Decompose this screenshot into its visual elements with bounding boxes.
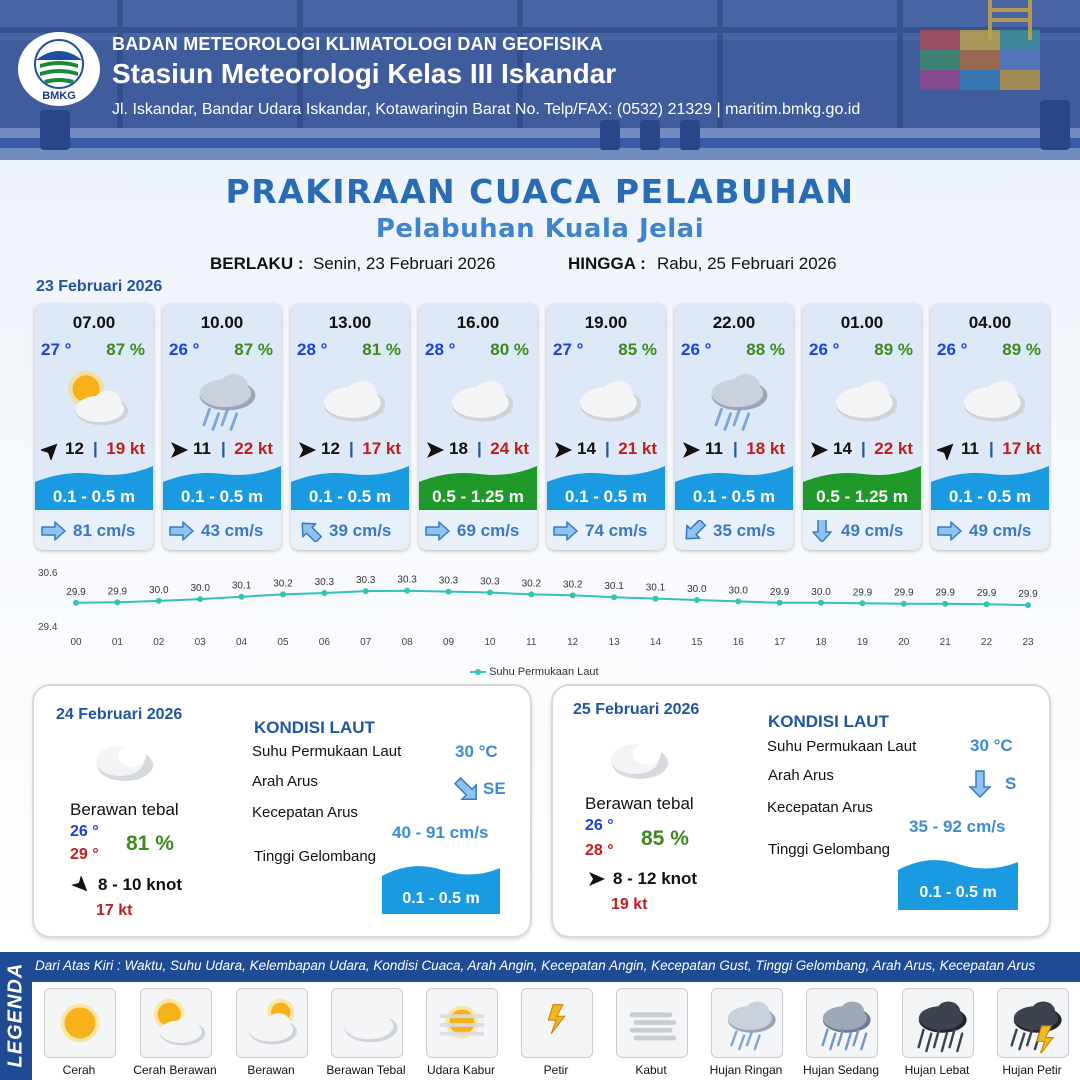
- day2-humidity: 81 %: [126, 832, 174, 855]
- forecast-humidity: 87 %: [234, 340, 273, 359]
- legend-item-hujan-ringan: [711, 988, 783, 1058]
- logo-text: BMKG: [42, 90, 76, 102]
- wave-height: 0.1 - 0.5 m: [308, 487, 392, 506]
- sst-data-label: 30.2: [273, 578, 293, 590]
- forecast-time: 22.00: [712, 313, 756, 332]
- day3-current-dir-label: Arah Arus: [768, 767, 834, 784]
- forecast-card: [675, 304, 793, 550]
- x-tick-label: 03: [194, 637, 206, 648]
- hujan-ringan-icon: [699, 364, 769, 434]
- current-arrow-icon: [809, 520, 835, 542]
- forecast-current: [419, 510, 537, 550]
- x-tick-label: 20: [898, 637, 910, 648]
- valid-from-label: BERLAKU :: [210, 254, 304, 273]
- legend-item-label: Hujan Ringan: [709, 1063, 783, 1077]
- wind-separator: |: [861, 439, 866, 458]
- wave-height: 0.1 - 0.5 m: [692, 487, 776, 506]
- forecast-wind: [35, 437, 153, 461]
- sst-line: [76, 591, 1028, 605]
- x-tick-label: 09: [442, 637, 455, 648]
- udara-kabur-icon: [431, 993, 493, 1053]
- legend-item-cerah: [44, 988, 116, 1058]
- wind-gust: 19 kt: [106, 439, 145, 458]
- wind-speed: 14: [833, 439, 852, 458]
- wind-gust: 18 kt: [746, 439, 785, 458]
- sst-data-label: 30.0: [811, 586, 831, 598]
- day2-current-dir-label: Arah Arus: [252, 773, 318, 790]
- forecast-wind: [931, 437, 1049, 461]
- current-speed: 43 cm/s: [201, 521, 264, 540]
- x-tick-label: 04: [236, 637, 248, 648]
- day3-current-speed-label: Kecepatan Arus: [767, 799, 873, 816]
- wind-arrow-icon: [425, 440, 445, 460]
- station-address: Jl. Iskandar, Bandar Udara Iskandar, Kotawaringin Barat No. Telp/FAX: (0532) 21329 | maritim.bmkg.go.id: [112, 101, 861, 118]
- day3-date: 25 Februari 2026: [573, 701, 700, 718]
- day3-sea-title: KONDISI LAUT: [768, 712, 889, 731]
- sst-data-label: 30.0: [190, 583, 210, 595]
- sst-point: [1025, 602, 1031, 608]
- wind-arrow-icon: [41, 440, 61, 460]
- sst-data-label: 29.9: [107, 586, 128, 598]
- sst-data-label: 30.0: [687, 584, 707, 595]
- y-tick-label: 30.6: [38, 568, 58, 579]
- day1-date: 23 Februari 2026: [36, 278, 163, 295]
- day2-condition: Berawan tebal: [70, 800, 179, 819]
- current-arrow-icon: [425, 520, 451, 542]
- forecast-current: [547, 510, 665, 550]
- bmkg-logo: [18, 32, 100, 106]
- wave-height: 0.1 - 0.5 m: [564, 487, 648, 506]
- port-name: Pelabuhan Kuala Jelai: [375, 214, 705, 244]
- wind-gust: 17 kt: [362, 439, 401, 458]
- legend-item-label: Berawan Tebal: [326, 1063, 406, 1077]
- petir-icon: [526, 993, 588, 1053]
- wind-gust: 24 kt: [490, 439, 529, 458]
- forecast-card: [163, 304, 281, 550]
- legend-item-petir: [521, 988, 593, 1058]
- x-tick-label: 12: [567, 637, 579, 648]
- day2-gust: 17 kt: [96, 902, 133, 919]
- forecast-card: [291, 304, 409, 550]
- legend-description: Dari Atas Kiri : Waktu, Suhu Udara, Kelembapan Udara, Kondisi Cuaca, Arah Angin, Kecepatan Angin, Kecepatan Gust, Tinggi Gelombang, Arah Arus, Kecepatan Arus: [35, 958, 1036, 973]
- wind-arrow-icon: [169, 440, 189, 460]
- forecast-temperature: 26 °: [937, 340, 968, 359]
- wind-gust: 22 kt: [874, 439, 913, 458]
- wind-gust: 21 kt: [618, 439, 657, 458]
- sst-data-label: 30.1: [231, 580, 252, 592]
- forecast-time: 10.00: [200, 313, 244, 332]
- sst-point: [73, 600, 79, 606]
- wind-speed: 18: [449, 439, 468, 458]
- forecast-wind: [419, 437, 537, 461]
- legend-item-kabut: [616, 988, 688, 1058]
- sst-point: [611, 594, 617, 600]
- forecast-current: [35, 510, 153, 550]
- current-speed: 81 cm/s: [73, 521, 136, 540]
- sst-data-label: 30.3: [356, 575, 376, 587]
- day2-wind: 8 - 10 knot: [98, 875, 183, 894]
- legend-item-label: Udara Kabur: [426, 1063, 496, 1077]
- day3-min-temp: 26 °: [585, 817, 614, 834]
- chart-legend-label: Suhu Permukaan Laut: [489, 666, 599, 678]
- current-speed: 35 cm/s: [713, 521, 776, 540]
- sst-point: [735, 598, 741, 604]
- hujan-sedang-icon: [811, 993, 873, 1053]
- current-arrow-icon: [169, 520, 195, 542]
- sst-point: [197, 596, 203, 602]
- wind-speed: 14: [577, 439, 596, 458]
- sst-point: [446, 589, 452, 595]
- legend-title-text: LEGENDA: [4, 962, 27, 1068]
- forecast-temperature: 26 °: [169, 340, 200, 359]
- x-tick-label: 15: [691, 637, 703, 648]
- valid-from-value: Senin, 23 Februari 2026: [313, 254, 496, 273]
- day2-sst-label: Suhu Permukaan Laut: [252, 743, 402, 760]
- day3-max-temp: 28 °: [585, 842, 614, 859]
- legend-item-hujan-lebat: [902, 988, 974, 1058]
- wave-height: 0.5 - 1.25 m: [432, 487, 524, 506]
- valid-to-value: Rabu, 25 Februari 2026: [657, 254, 837, 273]
- legend-item-label: Kabut: [635, 1063, 667, 1077]
- day2-panel: [34, 686, 530, 936]
- forecast-time: 04.00: [968, 313, 1012, 332]
- sst-data-label: 30.3: [397, 574, 417, 586]
- sst-data-label: 29.9: [976, 588, 997, 600]
- wave-height: 0.1 - 0.5 m: [180, 487, 264, 506]
- forecast-humidity: 89 %: [874, 340, 913, 359]
- x-tick-label: 16: [732, 637, 744, 648]
- legend-item-berawan-tebal: [331, 988, 403, 1058]
- legend-item-label: Cerah: [62, 1063, 96, 1077]
- wind-speed: 12: [321, 439, 340, 458]
- wind-separator: |: [93, 439, 98, 458]
- wind-speed: 12: [65, 439, 84, 458]
- x-tick-label: 07: [360, 637, 372, 648]
- forecast-time: 01.00: [840, 313, 884, 332]
- x-tick-label: 00: [70, 637, 82, 648]
- sst-point: [859, 600, 865, 606]
- sst-data-label: 29.9: [935, 587, 955, 599]
- forecast-temperature: 26 °: [809, 340, 840, 359]
- sst-data-label: 30.1: [604, 581, 624, 593]
- page-title: PRAKIRAAN CUACA PELABUHAN: [225, 172, 855, 211]
- legend-item-label: Hujan Lebat: [904, 1063, 970, 1077]
- cerah-berawan-icon: [59, 364, 129, 434]
- current-arrow-icon: [297, 520, 323, 542]
- x-tick-label: 22: [981, 637, 993, 648]
- legend-item-hujan-petir: [997, 988, 1069, 1058]
- x-tick-label: 14: [649, 637, 662, 648]
- berawan-icon: [241, 993, 303, 1053]
- legend-item-berawan: [236, 988, 308, 1058]
- current-arrow-icon: [41, 520, 67, 542]
- sst-data-label: 30.2: [562, 579, 583, 591]
- wave-height: 0.5 - 1.25 m: [816, 487, 908, 506]
- current-direction-icon: [965, 770, 995, 798]
- wind-separator: |: [221, 439, 226, 458]
- forecast-wind: [163, 437, 281, 461]
- bmkg-emblem-icon: [18, 34, 100, 94]
- current-speed: 74 cm/s: [585, 521, 648, 540]
- x-tick-label: 01: [111, 637, 123, 648]
- wind-arrow-icon: [585, 870, 607, 888]
- wind-separator: |: [349, 439, 354, 458]
- forecast-humidity: 88 %: [746, 340, 785, 359]
- current-direction-icon: [452, 776, 482, 804]
- wind-speed: 11: [193, 439, 211, 458]
- hujan-ringan-icon: [187, 364, 257, 434]
- chart-legend-marker-icon: [470, 667, 486, 677]
- forecast-temperature: 28 °: [425, 340, 456, 359]
- forecast-current: [803, 510, 921, 550]
- legend-item-label: Berawan: [247, 1063, 295, 1077]
- berawan-tebal-icon: [955, 364, 1025, 434]
- sst-point: [694, 597, 700, 603]
- cloud-icon: [605, 734, 675, 784]
- forecast-wind: [803, 437, 921, 461]
- wave-height: 0.1 - 0.5 m: [948, 487, 1032, 506]
- forecast-humidity: 80 %: [490, 340, 529, 359]
- sst-point: [528, 591, 534, 597]
- wind-separator: |: [477, 439, 482, 458]
- sst-data-label: 30.3: [480, 576, 500, 588]
- berawan-tebal-icon: [315, 364, 385, 434]
- day2-current-speed: 40 - 91 cm/s: [392, 823, 489, 842]
- legend-title: [0, 952, 32, 1080]
- day3-current-dir: S: [1005, 774, 1017, 793]
- day3-humidity: 85 %: [641, 827, 689, 850]
- day2-wave-label: Tinggi Gelombang: [254, 848, 377, 865]
- forecast-humidity: 87 %: [106, 340, 145, 359]
- wind-separator: |: [989, 439, 994, 458]
- forecast-time: 16.00: [456, 313, 500, 332]
- x-tick-label: 19: [856, 637, 868, 648]
- forecast-temperature: 27 °: [553, 340, 584, 359]
- forecast-current: [931, 510, 1049, 550]
- day2-sst: 30 °C: [455, 742, 498, 761]
- forecast-wind: [547, 437, 665, 461]
- legend-item-label: Petir: [543, 1063, 569, 1077]
- legend-item-label: Hujan Sedang: [802, 1063, 880, 1077]
- x-tick-label: 17: [774, 637, 786, 648]
- chart-legend: [470, 666, 599, 678]
- forecast-temperature: 28 °: [297, 340, 328, 359]
- wind-arrow-icon: [553, 440, 573, 460]
- sst-data-label: 30.0: [149, 584, 169, 596]
- day3-wind: 8 - 12 knot: [613, 869, 698, 888]
- current-speed: 49 cm/s: [841, 521, 904, 540]
- sst-data-label: 30.1: [645, 582, 666, 594]
- forecast-time: 07.00: [72, 313, 116, 332]
- wind-arrow-icon: [937, 440, 957, 460]
- x-tick-label: 10: [484, 637, 496, 648]
- forecast-time: 13.00: [328, 313, 372, 332]
- current-arrow-icon: [553, 520, 579, 542]
- forecast-humidity: 81 %: [362, 340, 401, 359]
- wind-separator: |: [605, 439, 610, 458]
- day3-condition: Berawan tebal: [585, 794, 694, 813]
- forecast-temperature: 27 °: [41, 340, 72, 359]
- sst-point: [942, 601, 948, 607]
- x-tick-label: 06: [318, 637, 330, 648]
- sst-point: [487, 590, 493, 596]
- sst-data-label: 30.3: [438, 575, 459, 587]
- forecast-card: [35, 304, 153, 550]
- sst-data-label: 30.3: [314, 577, 335, 588]
- sst-point: [280, 591, 286, 597]
- current-speed: 69 cm/s: [457, 521, 520, 540]
- day2-min-temp: 26 °: [70, 823, 99, 840]
- x-tick-label: 18: [815, 637, 827, 648]
- sst-point: [239, 594, 245, 600]
- legend-item-hujan-sedang: [806, 988, 878, 1058]
- x-tick-label: 11: [526, 637, 537, 648]
- sst-point: [114, 599, 120, 605]
- wind-gust: 22 kt: [234, 439, 273, 458]
- wave-height: 0.1 - 0.5 m: [52, 487, 136, 506]
- x-tick-label: 23: [1022, 637, 1034, 648]
- sst-point: [818, 600, 824, 606]
- forecast-wind: [291, 437, 409, 461]
- x-tick-label: 02: [153, 637, 165, 648]
- berawan-tebal-icon: [336, 993, 398, 1053]
- day3-sst: 30 °C: [970, 736, 1013, 755]
- cloud-icon: [90, 736, 160, 786]
- cerah-icon: [49, 993, 111, 1053]
- current-speed: 49 cm/s: [969, 521, 1032, 540]
- day3-wave-label: Tinggi Gelombang: [768, 841, 891, 858]
- forecast-humidity: 85 %: [618, 340, 657, 359]
- wind-arrow-icon: [809, 440, 829, 460]
- forecast-card: [803, 304, 921, 550]
- day3-sst-label: Suhu Permukaan Laut: [767, 738, 917, 755]
- day3-wave: 0.1 - 0.5 m: [919, 884, 997, 901]
- legend-item-label: Hujan Petir: [1002, 1063, 1062, 1077]
- forecast-card: [547, 304, 665, 550]
- wind-arrow-icon: [297, 440, 317, 460]
- day3-gust: 19 kt: [611, 896, 648, 913]
- wind-speed: 11: [705, 439, 723, 458]
- sst-point: [156, 598, 162, 604]
- sst-data-label: 29.9: [66, 586, 86, 598]
- forecast-wind: [675, 437, 793, 461]
- day2-wave: 0.1 - 0.5 m: [402, 890, 480, 907]
- day3-current-speed: 35 - 92 cm/s: [909, 817, 1006, 836]
- forecast-card: [931, 304, 1049, 550]
- sst-data-label: 29.9: [852, 587, 873, 599]
- wind-separator: |: [733, 439, 738, 458]
- day2-date: 24 Februari 2026: [56, 706, 183, 723]
- sst-data-label: 29.9: [1018, 589, 1038, 601]
- current-arrow-icon: [681, 520, 707, 542]
- current-arrow-icon: [937, 520, 963, 542]
- forecast-humidity: 89 %: [1002, 340, 1041, 359]
- day2-current-speed-label: Kecepatan Arus: [252, 804, 358, 821]
- sst-point: [570, 592, 576, 598]
- valid-to-label: HINGGA :: [568, 254, 646, 273]
- sst-point: [777, 600, 783, 606]
- legend-item-label: Cerah Berawan: [133, 1063, 217, 1077]
- sst-data-label: 30.0: [728, 585, 748, 597]
- sst-point: [901, 601, 907, 607]
- x-tick-label: 08: [401, 637, 413, 648]
- x-tick-label: 05: [277, 637, 289, 648]
- sst-point: [984, 601, 990, 607]
- day3-panel: [553, 686, 1049, 936]
- forecast-current: [675, 510, 793, 550]
- sst-point: [652, 596, 658, 602]
- sst-chart: [0, 562, 1080, 662]
- wind-speed: 11: [961, 439, 979, 458]
- wind-arrow-icon: [70, 876, 92, 894]
- legend-item-udara-kabur: [426, 988, 498, 1058]
- sst-data-label: 29.9: [894, 587, 914, 599]
- org-name: BADAN METEOROLOGI KLIMATOLOGI DAN GEOFISIKA: [112, 34, 603, 54]
- cerah-berawan-icon: [145, 993, 207, 1053]
- x-tick-label: 21: [939, 637, 951, 648]
- day2-max-temp: 29 °: [70, 846, 99, 863]
- legend-item-cerah-berawan: [140, 988, 212, 1058]
- y-tick-label: 29.4: [38, 622, 58, 633]
- sst-data-label: 30.2: [521, 578, 542, 590]
- hujan-lebat-icon: [907, 993, 969, 1053]
- hujan-ringan-icon: [716, 993, 778, 1053]
- forecast-current: [163, 510, 281, 550]
- forecast-current: [291, 510, 409, 550]
- berawan-tebal-icon: [827, 364, 897, 434]
- current-speed: 39 cm/s: [329, 521, 392, 540]
- day2-sea-title: KONDISI LAUT: [254, 718, 375, 737]
- forecast-card: [419, 304, 537, 550]
- kabut-icon: [621, 993, 683, 1053]
- berawan-tebal-icon: [443, 364, 513, 434]
- sst-point: [321, 590, 327, 596]
- sst-point: [404, 588, 410, 594]
- station-name: Stasiun Meteorologi Kelas III Iskandar: [112, 58, 617, 89]
- berawan-tebal-icon: [571, 364, 641, 434]
- sst-data-label: 29.9: [769, 586, 790, 598]
- sst-point: [363, 588, 369, 594]
- wind-gust: 17 kt: [1002, 439, 1041, 458]
- day2-current-dir: SE: [483, 779, 506, 798]
- wind-arrow-icon: [681, 440, 701, 460]
- hujan-petir-icon: [1002, 993, 1064, 1053]
- forecast-time: 19.00: [584, 313, 628, 332]
- x-tick-label: 13: [608, 637, 620, 648]
- forecast-temperature: 26 °: [681, 340, 712, 359]
- header-banner: [0, 0, 1080, 160]
